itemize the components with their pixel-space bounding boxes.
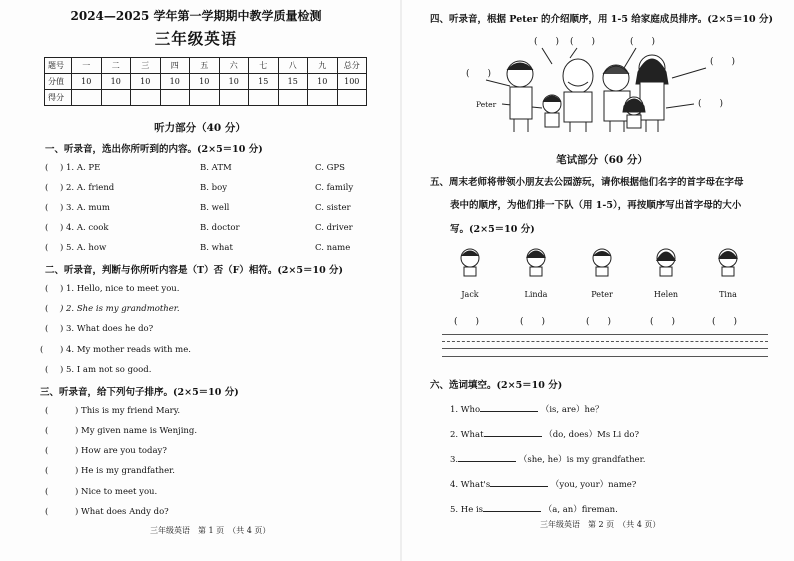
answer-blank[interactable]: ( ) — [630, 37, 656, 47]
option-a: ) 2. A. friend — [60, 183, 115, 193]
fill-prefix: 5. He is — [450, 505, 484, 515]
section-5-heading-line-1: 五、周末老师将带领小朋友去公园游玩，请你根据他们名字的首字母在字母 — [430, 177, 744, 188]
fill-prefix: 1. Who — [450, 405, 481, 415]
score-cell[interactable] — [278, 90, 308, 106]
kid-avatar-icon — [652, 245, 680, 277]
score-value: 10 — [101, 74, 131, 90]
option-c: C. sister — [315, 203, 351, 213]
score-cell[interactable] — [131, 90, 161, 106]
score-value: 10 — [190, 74, 220, 90]
answer-blank[interactable]: ( ) — [454, 317, 480, 327]
fill-prefix: 4. What's — [450, 480, 491, 490]
kid-avatar-icon — [456, 245, 484, 277]
kid-jack — [456, 245, 484, 280]
family-illustration — [402, 28, 794, 136]
kid-linda — [522, 245, 550, 280]
option-b: B. well — [200, 203, 230, 213]
sentence-text: ) He is my grandfather. — [75, 466, 175, 476]
answer-blank[interactable]: ( — [45, 223, 49, 233]
section-4-heading: 四、听录音，根据 Peter 的介绍顺序，用 1-5 给家庭成员排序。(2×5＝10 分) — [430, 14, 773, 25]
answer-blank[interactable]: ( — [45, 163, 49, 173]
kid-name: Helen — [653, 290, 679, 299]
kid-name: Linda — [524, 290, 548, 299]
answer-blank[interactable]: ( — [45, 243, 49, 253]
row-label: 题号 — [45, 58, 72, 74]
listening-title: 听力部分（40 分） — [154, 122, 246, 134]
score-table-row — [45, 74, 367, 90]
fill-prefix: 2. What — [450, 430, 484, 440]
score-table-row — [45, 90, 367, 106]
option-a: ) 3. A. mum — [60, 203, 110, 213]
option-b: B. doctor — [200, 223, 240, 233]
score-cell[interactable] — [308, 90, 338, 106]
score-cell[interactable] — [160, 90, 190, 106]
column-header: 九 — [308, 58, 338, 74]
answer-blank[interactable]: ( — [45, 365, 49, 375]
section-5-heading-line-2: 表中的顺序，为他们排一下队（用 1-5），再按顺序写出首字母的大小 — [450, 200, 742, 211]
answer-blank[interactable]: ( — [45, 183, 49, 193]
fill-blank[interactable] — [484, 428, 542, 437]
score-cell[interactable] — [249, 90, 279, 106]
kid-helen — [652, 245, 680, 280]
answer-blank[interactable]: ( — [45, 507, 49, 517]
fill-blank[interactable] — [483, 503, 541, 512]
sentence-text: ) My given name is Wenjing. — [75, 426, 198, 436]
option-c: C. driver — [315, 223, 353, 233]
answer-blank[interactable]: ( ) — [698, 99, 724, 109]
section-1-heading: 一、听录音，选出你所听到的内容。(2×5＝10 分) — [45, 144, 263, 155]
exam-page-2 — [402, 0, 794, 561]
option-b: B. what — [200, 243, 233, 253]
fill-row — [450, 453, 645, 465]
score-value: 10 — [219, 74, 249, 90]
exam-subtitle: 三年级英语 — [154, 29, 238, 48]
answer-blank[interactable]: ( — [45, 466, 49, 476]
score-table — [44, 57, 367, 106]
kid-name: Jack — [461, 290, 479, 299]
statement-text: ) 4. My mother reads with me. — [60, 345, 191, 355]
option-b: B. boy — [200, 183, 228, 193]
column-header: 一 — [72, 58, 102, 74]
kid-tina — [714, 245, 742, 280]
score-value: 10 — [131, 74, 161, 90]
kid-name: Tina — [719, 290, 737, 299]
statement-text: ) 5. I am not so good. — [60, 365, 152, 375]
score-cell[interactable] — [219, 90, 249, 106]
section-3-heading: 三、听录音，给下列句子排序。(2×5＝10 分) — [40, 387, 239, 398]
kid-name: Peter — [591, 290, 613, 299]
fill-row — [450, 428, 639, 440]
answer-blank[interactable]: ( ) — [712, 317, 738, 327]
sentence-text: ) What does Andy do? — [75, 507, 169, 517]
fill-row — [450, 478, 636, 490]
score-cell[interactable] — [337, 90, 367, 106]
statement-text: ) 1. Hello, nice to meet you. — [60, 284, 180, 294]
statement-text: ) 2. She is my grandmother. — [60, 304, 180, 314]
fill-row — [450, 503, 618, 515]
option-a: ) 5. A. how — [60, 243, 107, 253]
column-header: 总分 — [337, 58, 367, 74]
answer-blank[interactable]: ( ) — [586, 317, 612, 327]
answer-blank[interactable]: ( ) — [650, 317, 676, 327]
fill-blank[interactable] — [458, 453, 516, 462]
page-footer: 三年级英语 第 1 页 （共 4 页） — [150, 526, 271, 535]
score-value: 15 — [249, 74, 279, 90]
answer-blank[interactable]: ( — [45, 304, 49, 314]
score-value: 100 — [337, 74, 367, 90]
answer-blank[interactable]: ( ) — [520, 317, 546, 327]
column-header: 二 — [101, 58, 131, 74]
fill-options: （is, are）he？ — [540, 405, 604, 415]
answer-blank[interactable]: ( — [45, 324, 49, 334]
fill-blank[interactable] — [490, 478, 548, 487]
statement-text: ) 3. What does he do? — [60, 324, 154, 334]
fill-row — [450, 403, 604, 415]
answer-blank[interactable]: ( — [45, 203, 49, 213]
answer-blank[interactable]: ( ) — [570, 37, 596, 47]
kid-peter — [588, 245, 616, 280]
score-cell[interactable] — [190, 90, 220, 106]
peter-label: Peter — [476, 100, 497, 109]
sentence-text: ) Nice to meet you. — [75, 487, 158, 497]
answer-blank[interactable]: ( ) — [534, 37, 560, 47]
column-header: 八 — [278, 58, 308, 74]
option-b: B. ATM — [200, 163, 232, 173]
option-c: C. GPS — [315, 163, 345, 173]
score-cell[interactable] — [72, 90, 102, 106]
answer-blank[interactable]: ( — [45, 426, 49, 436]
written-title: 笔试部分（60 分） — [556, 154, 648, 166]
answer-blank[interactable]: ( — [45, 284, 49, 294]
section-2-heading: 二、听录音，判断与你所听内容是（T）否（F）相符。(2×5＝10 分) — [45, 265, 344, 276]
column-header: 四 — [160, 58, 190, 74]
column-header: 六 — [219, 58, 249, 74]
score-value: 15 — [278, 74, 308, 90]
answer-blank[interactable]: ( — [45, 446, 49, 456]
fill-options: （she, he）is my grandfather. — [518, 455, 646, 465]
option-a: ) 4. A. cook — [60, 223, 109, 233]
answer-blank[interactable]: ( — [45, 406, 49, 416]
kid-avatar-icon — [714, 245, 742, 277]
sentence-text: ) This is my friend Mary. — [75, 406, 181, 416]
family-drawing — [402, 28, 794, 136]
option-c: C. family — [315, 183, 354, 193]
answer-blank[interactable]: ( — [45, 487, 49, 497]
option-c: C. name — [315, 243, 351, 253]
score-table-row — [45, 58, 367, 74]
answer-blank[interactable]: ( — [40, 345, 44, 355]
exam-title: 2024—2025 学年第一学期期中教学质量检测 — [70, 9, 322, 23]
section-6-heading: 六、选词填空。(2×5＝10 分) — [430, 380, 563, 391]
column-header: 七 — [249, 58, 279, 74]
answer-blank[interactable]: ( ) — [710, 57, 736, 67]
fill-options: （do, does）Ms Li do? — [544, 430, 640, 440]
score-cell[interactable] — [101, 90, 131, 106]
row-label: 得分 — [45, 90, 72, 106]
column-header: 五 — [190, 58, 220, 74]
section-5-heading-line-3: 写。(2×5＝10 分) — [450, 224, 535, 235]
column-header: 三 — [131, 58, 161, 74]
kid-avatar-icon — [588, 245, 616, 277]
score-value: 10 — [160, 74, 190, 90]
score-value: 10 — [308, 74, 338, 90]
fill-blank[interactable] — [480, 403, 538, 412]
fill-options: （you, your）name? — [550, 480, 637, 490]
page-footer: 三年级英语 第 2 页 （共 4 页） — [540, 520, 661, 529]
sentence-text: ) How are you today? — [75, 446, 167, 456]
answer-blank[interactable]: ( ) — [466, 69, 492, 79]
row-label: 分值 — [45, 74, 72, 90]
fill-options: （a, an）fireman. — [543, 505, 618, 515]
option-a: ) 1. A. PE — [60, 163, 101, 173]
score-value: 10 — [72, 74, 102, 90]
kid-avatar-icon — [522, 245, 550, 277]
fill-prefix: 3. — [450, 455, 459, 465]
